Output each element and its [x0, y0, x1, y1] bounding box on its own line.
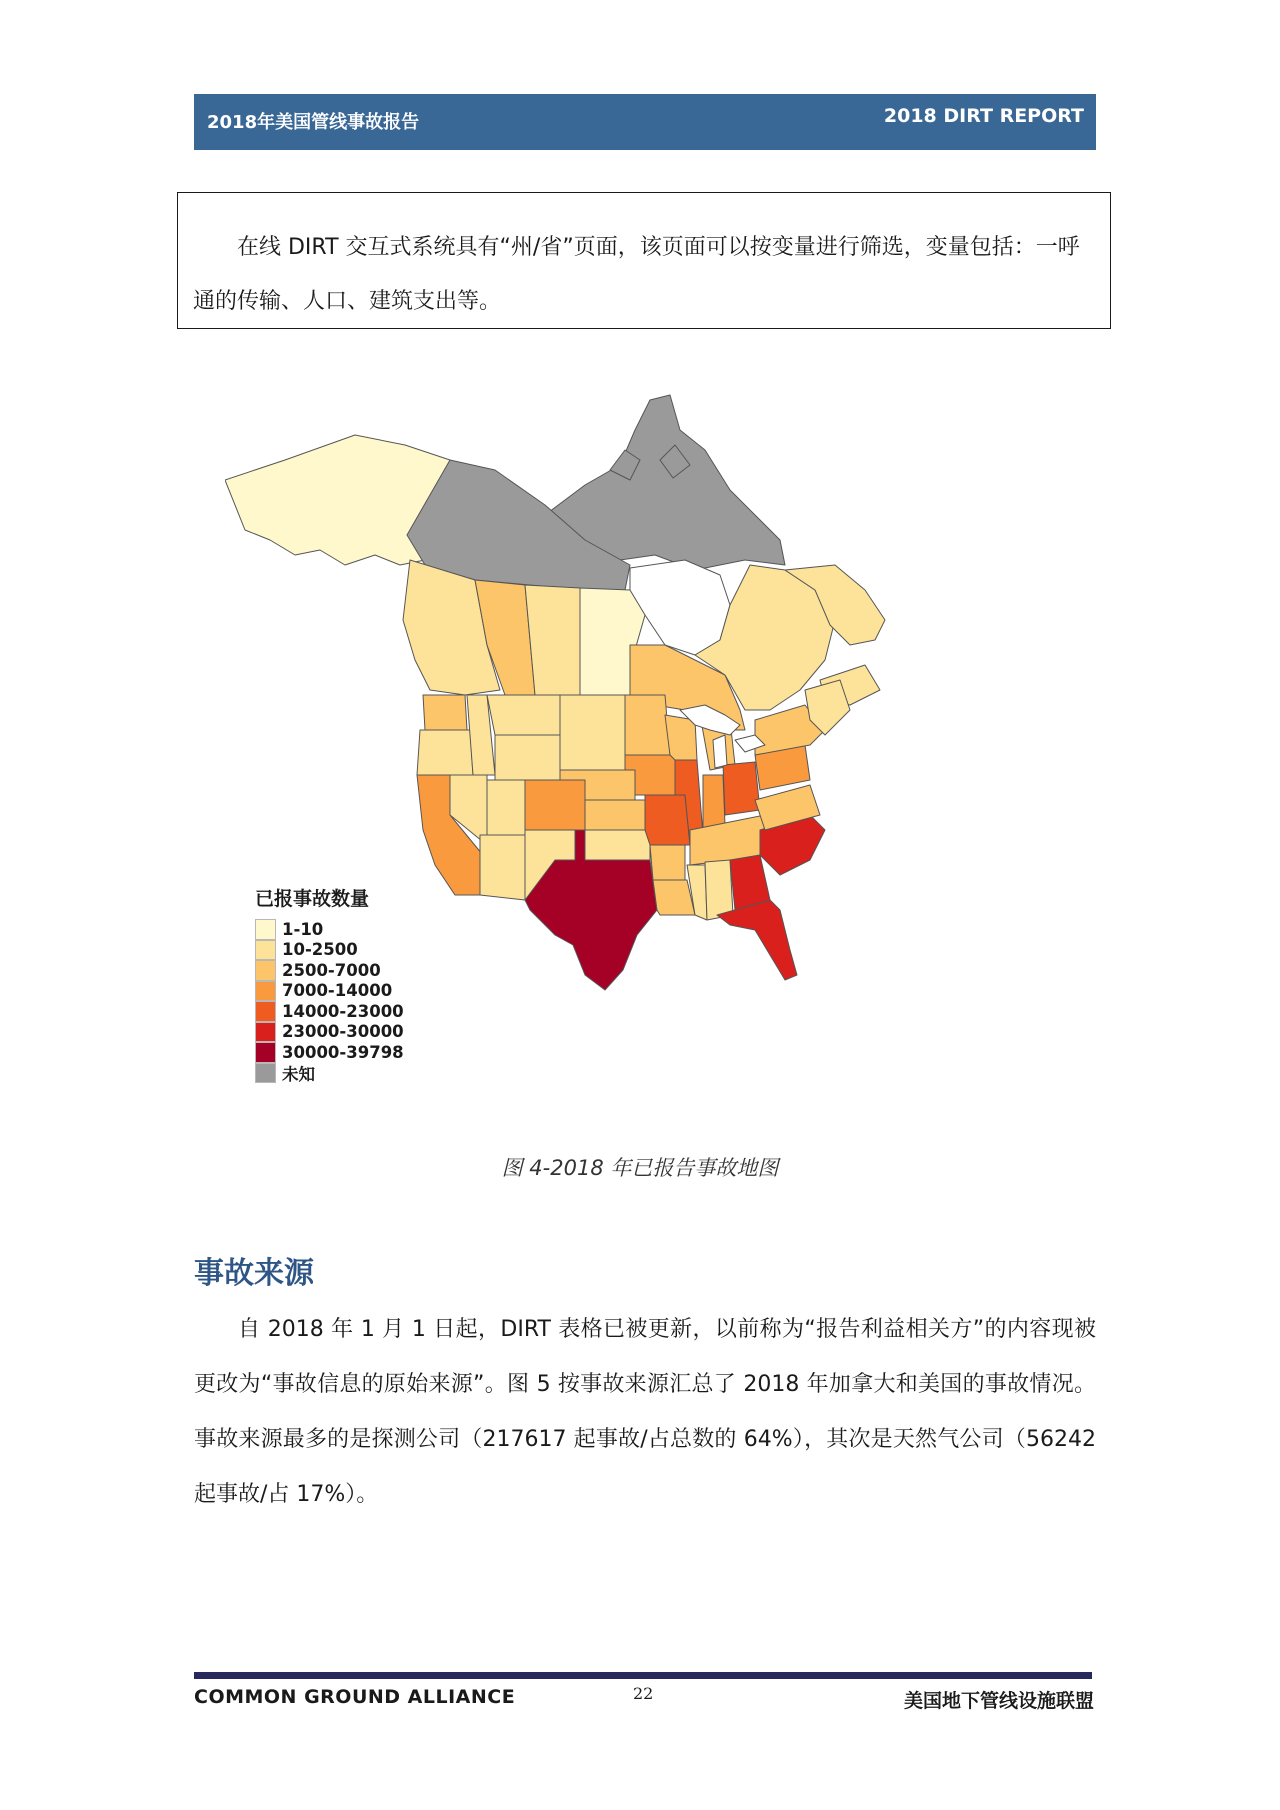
legend-item [255, 981, 404, 1002]
region-utah [487, 780, 525, 835]
region-colorado [525, 780, 585, 830]
legend-swatch [255, 960, 276, 981]
region-arizona [480, 835, 525, 900]
page-header [194, 94, 1096, 150]
footer-org-english: COMMON GROUND ALLIANCE [194, 1686, 516, 1708]
legend-swatch [255, 981, 276, 1002]
region-dakotas [560, 695, 625, 770]
hudson-bay [630, 560, 730, 655]
map-legend [255, 884, 404, 1083]
legend-swatch [255, 919, 276, 940]
footer-org-chinese: 美国地下管线设施联盟 [903, 1690, 1094, 1712]
legend-swatch [255, 1063, 276, 1084]
legend-swatch [255, 1001, 276, 1022]
legend-item [255, 940, 404, 961]
region-louisiana [653, 880, 695, 915]
region-minnesota [625, 695, 670, 755]
region-indiana [703, 775, 725, 830]
footer-rule [194, 1672, 1092, 1679]
region-saskatchewan [525, 585, 580, 695]
legend-label: 2500-7000 [282, 960, 381, 980]
region-florida [717, 900, 797, 980]
region-wyoming [495, 735, 560, 780]
region-washington [423, 695, 467, 730]
legend-item [255, 1022, 404, 1043]
note-text: 在线 DIRT 交互式系统具有“州/省”页面，该页面可以按变量进行筛选，变量包括：一呼通的传输、人口、建筑支出等。 [193, 235, 1080, 314]
legend-swatch [255, 940, 276, 961]
region-montana [487, 695, 560, 735]
header-title-english: 2018 DIRT REPORT [883, 105, 1084, 127]
region-arkansas [650, 845, 685, 880]
section-title: 事故来源 [194, 1256, 314, 1291]
legend-label: 23000-30000 [282, 1022, 404, 1042]
legend-swatch [255, 1042, 276, 1063]
legend-label: 10-2500 [282, 940, 358, 960]
region-ohio [723, 762, 760, 815]
legend-title: 已报事故数量 [255, 888, 370, 910]
region-oklahoma [575, 830, 650, 860]
legend-item [255, 1063, 404, 1084]
legend-label: 14000-23000 [282, 1001, 404, 1021]
region-oregon [417, 730, 473, 775]
legend-item [255, 1001, 404, 1022]
legend-item [255, 960, 404, 981]
legend-item [255, 919, 404, 940]
header-title-chinese: 2018年美国管线事故报告 [207, 112, 420, 133]
figure-caption: 图 4-2018 年已报告事故地图 [501, 1156, 779, 1180]
note-box [177, 192, 1111, 329]
page-number: 22 [633, 1684, 654, 1703]
region-kansas [585, 800, 645, 830]
region-alabama [705, 860, 733, 920]
legend-label: 30000-39798 [282, 1042, 404, 1062]
legend-label: 未知 [282, 1064, 315, 1084]
legend-swatch [255, 1022, 276, 1043]
legend-item [255, 1042, 404, 1063]
section-body [194, 1302, 1096, 1522]
region-missouri [645, 795, 690, 845]
legend-label: 1-10 [282, 919, 324, 939]
section-paragraph: 自 2018 年 1 月 1 日起，DIRT 表格已被更新，以前称为“报告利益相关方”的内容现被更改为“事故信息的原始来源”。图 5 按事故来源汇总了 2018 年加拿大和美国的事故情况。事故来源最多的是探测公司（217617 起事故/占总数的 64%），其次是天然气公司（56242 起事故/占 17%）。 [194, 1317, 1096, 1507]
legend-label: 7000-14000 [282, 981, 393, 1001]
